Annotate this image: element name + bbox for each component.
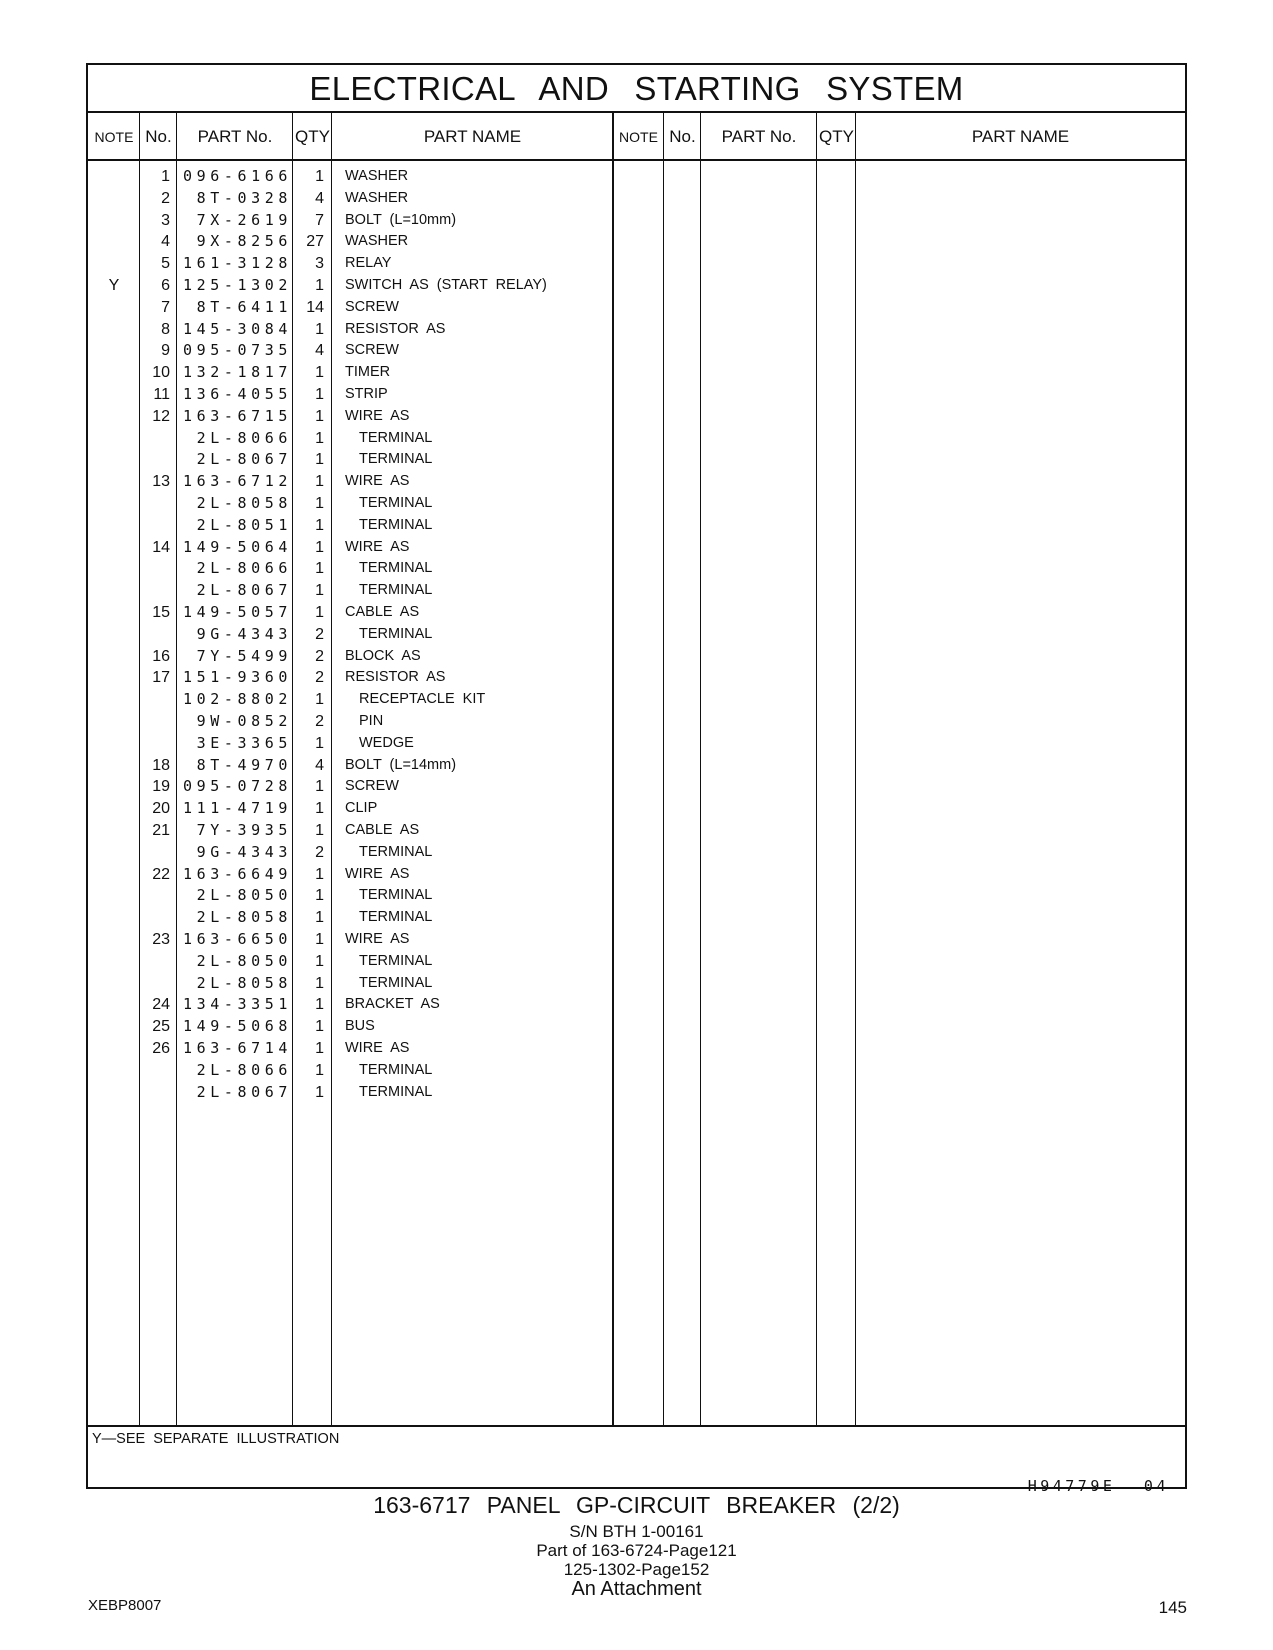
header-part-name-right: PART NAME: [856, 113, 1185, 161]
row-part-number: 2L-8067: [196, 581, 292, 600]
row-part-number: 111-4719: [182, 799, 292, 818]
row-quantity: 14: [306, 298, 324, 316]
table-row: [88, 165, 638, 188]
row-part-number: 2L-8058: [196, 494, 292, 512]
table-row: [88, 470, 638, 493]
row-part-name: STRIP: [345, 386, 388, 402]
header-note-left: NOTE: [88, 113, 140, 161]
table-row: [88, 536, 638, 559]
row-quantity: 1: [315, 277, 324, 294]
table-row: [88, 797, 638, 820]
row-part-number: 149-5068: [182, 1017, 292, 1036]
row-part-name: TERMINAL: [359, 582, 433, 599]
header-part-no-left: PART No.: [177, 113, 293, 161]
table-row: [88, 427, 638, 450]
row-part-name: BOLT (L=14mm): [345, 756, 457, 773]
table-row: [88, 1081, 638, 1104]
row-quantity: 1: [315, 538, 324, 556]
row-part-number: 151-9360: [182, 668, 292, 687]
table-row: [88, 775, 638, 798]
footnote: Y―SEE SEPARATE ILLUSTRATION: [92, 1431, 340, 1447]
row-quantity: 1: [315, 996, 324, 1014]
row-part-number: 163-6715: [182, 406, 292, 425]
row-quantity: 1: [315, 320, 324, 338]
row-item-number: 16: [152, 647, 170, 665]
row-part-name: WIRE AS: [345, 407, 410, 424]
table-row: [88, 405, 638, 428]
row-part-number: 095-0728: [182, 777, 292, 796]
row-quantity: 1: [315, 734, 324, 752]
caption-reference: 125-1302-Page152: [563, 1560, 710, 1579]
header-qty-right: QTY: [817, 113, 856, 161]
row-part-name: PIN: [359, 713, 384, 729]
row-quantity: 1: [315, 691, 324, 709]
row-part-name: BLOCK AS: [345, 647, 421, 664]
drawing-code: H94779E 04: [1027, 1477, 1169, 1495]
table-row: [88, 296, 638, 319]
table-row: [88, 972, 638, 995]
row-part-name: RESISTOR AS: [345, 320, 446, 337]
row-quantity: 1: [315, 800, 324, 818]
table-row: [88, 623, 638, 646]
table-bottom-rule: [88, 1425, 1185, 1427]
row-part-number: 161-3128: [182, 254, 292, 273]
row-part-number: 9W-0852: [196, 712, 292, 730]
row-item-number: 10: [152, 364, 170, 382]
row-quantity: 27: [306, 233, 324, 251]
row-part-number: 2L-8058: [196, 973, 292, 992]
table-row: [88, 884, 638, 907]
row-quantity: 7: [315, 211, 324, 229]
row-quantity: 3: [315, 255, 324, 273]
table-row: [88, 950, 638, 973]
row-part-number: 149-5064: [182, 537, 292, 556]
row-quantity: 1: [315, 1061, 324, 1079]
header-note-right: NOTE: [613, 113, 664, 161]
row-quantity: 1: [315, 865, 324, 883]
row-part-number: 8T-0328: [196, 188, 292, 207]
row-part-name: CABLE AS: [345, 604, 420, 620]
row-part-name: CABLE AS: [345, 822, 420, 838]
row-quantity: 4: [315, 342, 324, 360]
row-part-number: 145-3084: [182, 319, 292, 338]
row-part-name: TERMINAL: [359, 429, 433, 446]
row-part-number: 2L-8066: [196, 428, 292, 447]
table-row: [88, 993, 638, 1016]
table-row: [88, 514, 638, 537]
row-part-number: 149-5057: [182, 603, 292, 621]
row-quantity: 1: [315, 429, 324, 447]
caption-serial: S/N BTH 1-00161: [569, 1522, 704, 1541]
row-item-number: 7: [161, 298, 170, 316]
table-row: [88, 187, 638, 210]
row-item-number: 5: [161, 255, 170, 273]
row-quantity: 1: [315, 931, 324, 948]
row-part-name: SWITCH AS (START RELAY): [345, 277, 547, 293]
row-part-number: 8T-4970: [196, 755, 292, 774]
row-part-name: TERMINAL: [359, 952, 433, 969]
row-part-number: 7X-2619: [196, 210, 292, 229]
row-quantity: 4: [315, 189, 324, 207]
table-row: [88, 274, 638, 297]
row-part-name: WIRE AS: [345, 865, 410, 882]
row-part-name: TERMINAL: [359, 974, 433, 991]
table-row: [88, 710, 638, 733]
header-no-right: No.: [664, 113, 701, 161]
caption-part-of: Part of 163-6724-Page121: [536, 1541, 737, 1560]
row-part-number: 9X-8256: [196, 232, 292, 251]
row-quantity: 2: [315, 713, 324, 730]
row-part-number: 2L-8067: [196, 1082, 292, 1101]
row-quantity: 1: [315, 516, 324, 534]
row-quantity: 2: [315, 669, 324, 687]
table-row: [88, 928, 638, 951]
row-quantity: 1: [315, 822, 324, 839]
row-item-number: 26: [152, 1040, 170, 1057]
row-item-number: 11: [153, 386, 170, 403]
row-part-name: SCREW: [345, 342, 399, 359]
column-rule: [700, 113, 702, 1425]
row-item-number: 9: [161, 342, 170, 360]
row-part-name: BRACKET AS: [345, 996, 440, 1013]
row-part-name: TERMINAL: [359, 1083, 433, 1100]
row-quantity: 1: [315, 974, 324, 992]
header-part-name-left: PART NAME: [332, 113, 613, 161]
row-part-number: 136-4055: [182, 385, 292, 403]
row-item-number: 20: [152, 800, 170, 818]
row-part-name: TERMINAL: [359, 560, 433, 577]
table-row: [88, 361, 638, 384]
row-item-number: 15: [152, 604, 170, 621]
table-row: [88, 601, 638, 624]
row-part-number: 2L-8050: [196, 886, 292, 905]
document-id: XEBP8007: [88, 1597, 162, 1614]
row-part-number: 2L-8050: [196, 951, 292, 970]
row-part-number: 095-0735: [182, 341, 292, 360]
row-item-number: 3: [161, 211, 170, 229]
row-quantity: 1: [315, 1018, 324, 1036]
row-part-name: WASHER: [345, 233, 409, 250]
row-part-number: 163-6712: [182, 472, 292, 491]
row-item-number: 14: [152, 538, 170, 556]
caption-title: 163-6717 PANEL GP-CIRCUIT BREAKER (2/2): [373, 1492, 900, 1518]
header-qty-left: QTY: [293, 113, 332, 161]
row-item-number: 13: [152, 473, 170, 491]
row-part-number: 3E-3365: [196, 733, 292, 752]
row-item-number: 17: [152, 669, 170, 687]
row-quantity: 1: [315, 604, 324, 621]
table-row: [88, 645, 638, 668]
row-part-number: 2L-8067: [196, 450, 292, 469]
row-part-number: 096-6166: [182, 167, 292, 185]
row-part-name: WIRE AS: [345, 931, 410, 947]
row-quantity: 1: [315, 407, 324, 425]
row-quantity: 4: [315, 756, 324, 774]
section-title: ELECTRICAL AND STARTING SYSTEM: [88, 65, 1185, 113]
row-quantity: 1: [315, 887, 324, 905]
row-part-name: TERMINAL: [359, 451, 433, 468]
row-quantity: 1: [315, 1083, 324, 1101]
parts-list-frame: [86, 63, 1187, 1495]
row-part-number: 7Y-3935: [196, 821, 292, 839]
row-part-name: RECEPTACLE KIT: [359, 691, 486, 708]
table-row: [88, 666, 638, 689]
table-row: [88, 863, 638, 886]
row-part-number: 7Y-5499: [196, 646, 292, 665]
row-part-number: 2L-8066: [196, 559, 292, 578]
row-part-name: SCREW: [345, 298, 399, 315]
row-note: Y: [108, 277, 120, 294]
row-part-name: WIRE AS: [345, 1040, 410, 1056]
row-part-number: 8T-6411: [196, 297, 292, 316]
row-quantity: 1: [315, 952, 324, 970]
row-part-name: WIRE AS: [345, 538, 410, 555]
row-part-name: WEDGE: [359, 734, 414, 751]
row-part-name: TERMINAL: [359, 843, 433, 860]
row-part-number: 2L-8066: [196, 1060, 292, 1079]
row-part-number: 132-1817: [182, 363, 292, 382]
row-part-number: 134-3351: [182, 995, 292, 1014]
row-quantity: 1: [315, 582, 324, 600]
row-part-name: WASHER: [345, 168, 409, 184]
row-quantity: 1: [315, 778, 324, 796]
row-part-number: 125-1302: [182, 276, 292, 294]
row-quantity: 2: [315, 647, 324, 665]
table-row: [88, 383, 638, 406]
table-row: [88, 318, 638, 341]
row-part-number: 102-8802: [182, 690, 292, 709]
row-item-number: 18: [152, 756, 170, 774]
row-quantity: 2: [315, 625, 324, 643]
column-rule: [855, 113, 857, 1425]
table-row: [88, 819, 638, 842]
row-part-name: TERMINAL: [359, 887, 433, 904]
row-part-name: BOLT (L=10mm): [345, 211, 457, 228]
row-part-number: 2L-8051: [196, 515, 292, 534]
row-quantity: 1: [315, 168, 324, 185]
row-part-name: BUS: [345, 1018, 375, 1035]
table-row: [88, 252, 638, 275]
row-item-number: 22: [152, 865, 170, 883]
table-row: [88, 841, 638, 864]
row-item-number: 2: [161, 189, 170, 207]
header-no-left: No.: [140, 113, 177, 161]
row-quantity: 1: [315, 364, 324, 382]
row-quantity: 1: [315, 451, 324, 469]
row-quantity: 1: [315, 560, 324, 578]
row-part-name: TERMINAL: [359, 1061, 433, 1078]
row-item-number: 25: [152, 1018, 170, 1036]
row-part-name: TIMER: [345, 364, 391, 381]
row-quantity: 2: [315, 843, 324, 861]
row-part-name: TERMINAL: [359, 625, 433, 642]
row-part-name: CLIP: [345, 800, 378, 817]
row-part-number: 163-6650: [182, 930, 292, 948]
table-row: [88, 906, 638, 929]
row-item-number: 24: [152, 996, 170, 1014]
table-row: [88, 732, 638, 755]
row-item-number: 23: [152, 931, 170, 948]
row-part-name: WASHER: [345, 189, 409, 206]
row-item-number: 4: [161, 233, 170, 251]
page-number: 145: [1158, 1598, 1187, 1617]
row-item-number: 6: [161, 277, 170, 294]
table-row: [88, 688, 638, 711]
row-part-name: RELAY: [345, 255, 392, 272]
row-quantity: 1: [315, 495, 324, 512]
table-row: [88, 339, 638, 362]
row-quantity: 1: [315, 1040, 324, 1057]
row-item-number: 12: [152, 407, 170, 425]
table-row: [88, 579, 638, 602]
caption-attachment: An Attachment: [571, 1578, 702, 1600]
table-row: [88, 1037, 638, 1060]
header-part-no-right: PART No.: [701, 113, 817, 161]
row-quantity: 1: [315, 473, 324, 491]
table-row: [88, 1015, 638, 1038]
table-row: [88, 209, 638, 232]
table-row: [88, 1059, 638, 1082]
row-quantity: 1: [315, 386, 324, 403]
table-row: [88, 557, 638, 580]
row-part-name: TERMINAL: [359, 495, 433, 511]
row-part-number: 9G-4343: [196, 842, 292, 861]
row-part-name: SCREW: [345, 778, 399, 795]
row-part-name: RESISTOR AS: [345, 669, 446, 686]
table-row: [88, 230, 638, 253]
table-row: [88, 492, 638, 515]
table-row: [88, 754, 638, 777]
column-rule: [663, 113, 665, 1425]
row-part-name: TERMINAL: [359, 909, 433, 926]
row-part-number: 163-6714: [182, 1039, 292, 1057]
row-item-number: 21: [152, 822, 170, 839]
row-part-number: 163-6649: [182, 864, 292, 883]
row-part-number: 9G-4343: [196, 624, 292, 643]
table-row: [88, 448, 638, 471]
row-part-number: 2L-8058: [196, 908, 292, 927]
column-rule: [816, 113, 818, 1425]
row-part-name: WIRE AS: [345, 473, 410, 490]
row-item-number: 8: [161, 320, 170, 338]
row-part-name: TERMINAL: [359, 516, 433, 533]
row-quantity: 1: [315, 909, 324, 927]
row-item-number: 1: [161, 168, 170, 185]
row-item-number: 19: [152, 778, 170, 796]
